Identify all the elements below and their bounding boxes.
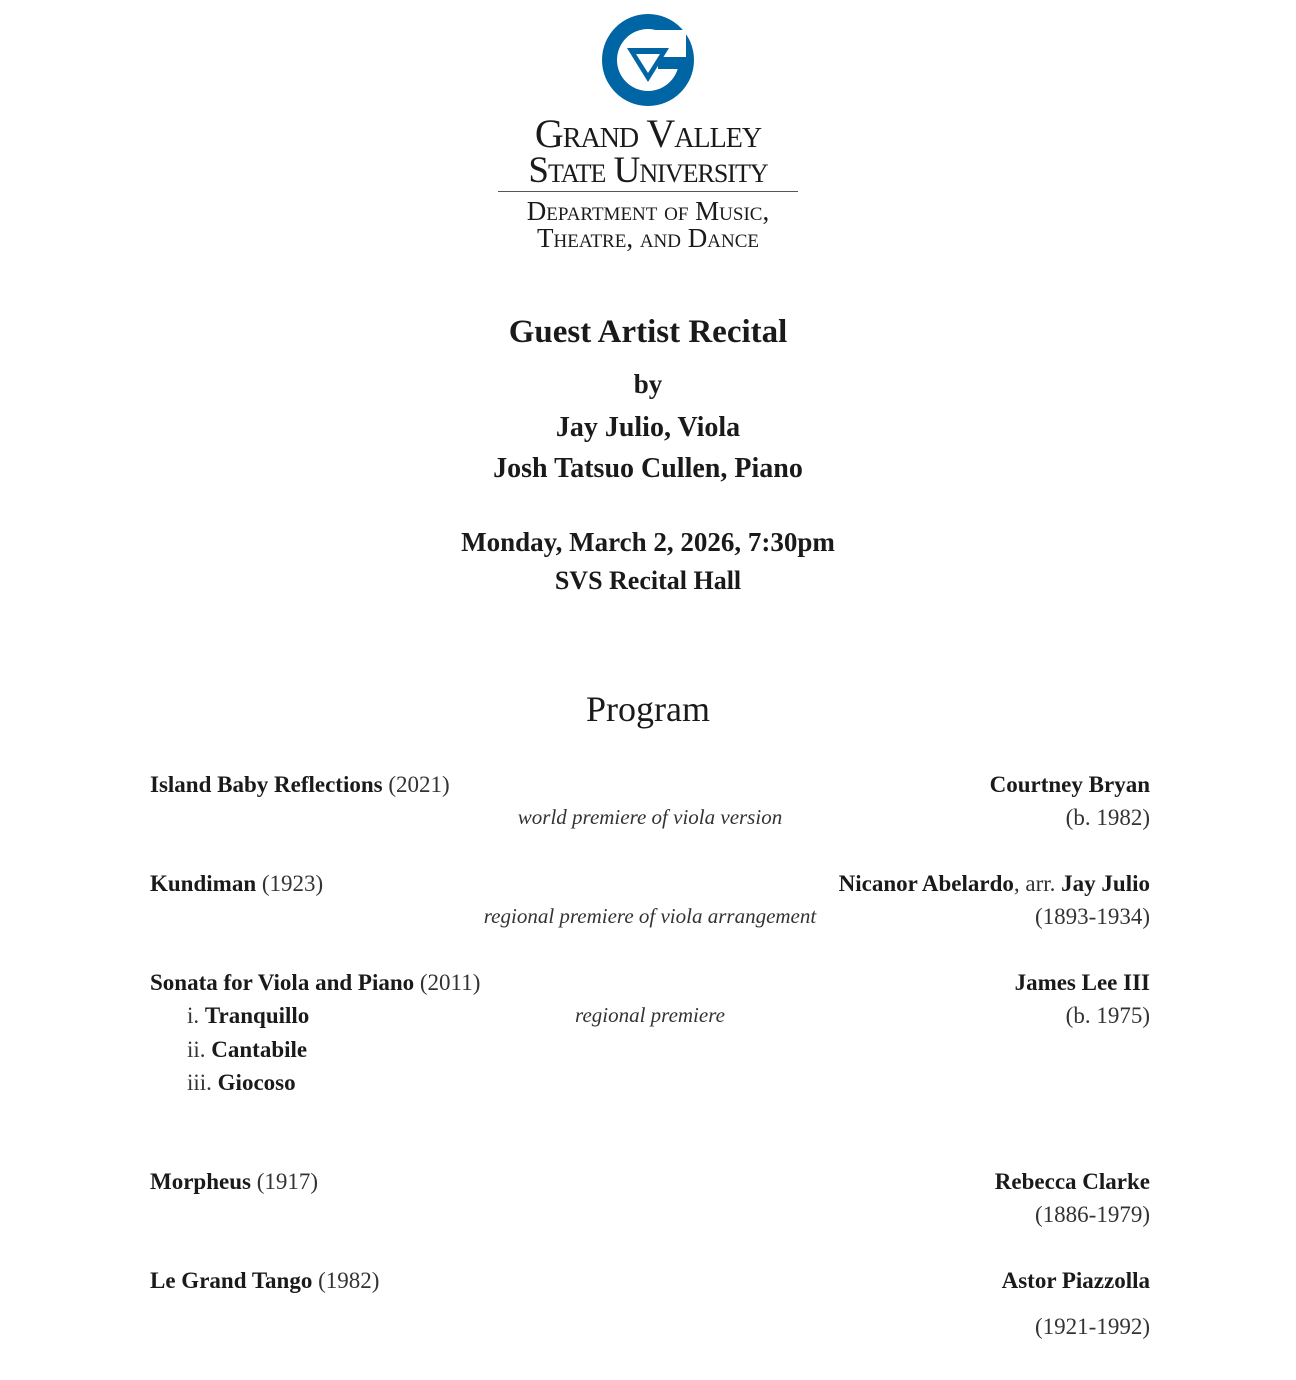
composer-dates: (b. 1975) (1065, 1003, 1150, 1028)
performer-viola: Jay Julio, Viola (555, 412, 741, 443)
composer-name: James Lee III (1014, 970, 1150, 995)
piece-note: regional premiere of viola arrangement (483, 904, 817, 928)
university-logo (0, 12, 1296, 252)
event-venue: SVS Recital Hall (554, 566, 742, 595)
movement-item (187, 1070, 296, 1096)
arranger-label: , arr. (1013, 871, 1056, 896)
arranger-name: Jay Julio (1061, 871, 1150, 896)
movement-number: ii. (187, 1037, 206, 1062)
by-label: by (633, 369, 663, 399)
performer-piano: Josh Tatsuo Cullen, Piano (493, 453, 803, 484)
composer-dates: (1893-1934) (1035, 904, 1150, 929)
gvsu-emblem-icon (600, 12, 696, 108)
movement-number: i. (187, 1003, 200, 1028)
event-date: Monday, March 2, 2026, 7:30pm (461, 527, 835, 557)
piece-year: (1923) (261, 871, 324, 896)
piece-year: (1982) (318, 1268, 380, 1293)
program-piece (150, 1169, 1150, 1239)
logo-divider (498, 191, 798, 192)
logo-university-name: Grand Valley (534, 111, 762, 156)
logo-department-line1: Department of Music, (526, 196, 770, 226)
program-piece (150, 772, 1150, 842)
movement-name: Cantabile (211, 1037, 308, 1062)
movement-name: Tranquillo (204, 1003, 310, 1028)
program-piece (150, 1268, 1150, 1348)
movement-item (187, 1003, 309, 1029)
piece-title: Morpheus (150, 1169, 251, 1194)
composer-dates: (b. 1982) (1065, 805, 1150, 830)
piece-year: (2021) (388, 772, 450, 797)
program-piece (150, 871, 1150, 941)
piece-year: (2011) (419, 970, 481, 995)
composer-dates: (1886-1979) (1035, 1202, 1150, 1227)
program-heading: Program (586, 689, 710, 729)
movement-item (187, 1037, 307, 1063)
piece-title: Sonata for Viola and Piano (150, 970, 415, 995)
piece-note: regional premiere (575, 1003, 725, 1027)
composer-name: Courtney Bryan (989, 772, 1150, 797)
composer-name: Nicanor Abelardo (838, 871, 1014, 896)
piece-year: (1917) (256, 1169, 319, 1194)
logo-department-line2: Theatre, and Dance (537, 223, 759, 253)
recital-title: Guest Artist Recital (508, 314, 788, 350)
composer-dates: (1921-1992) (1035, 1314, 1150, 1339)
piece-title: Kundiman (150, 871, 257, 896)
composer-name: Astor Piazzolla (1001, 1268, 1150, 1293)
movement-name: Giocoso (217, 1070, 296, 1095)
program-piece (150, 970, 1150, 1110)
composer-name: Rebecca Clarke (994, 1169, 1150, 1194)
piece-title: Le Grand Tango (150, 1268, 313, 1293)
movement-number: iii. (187, 1070, 212, 1095)
piece-title: Island Baby Reflections (150, 772, 383, 797)
piece-note: world premiere of viola version (517, 805, 783, 829)
logo-university-subname: State University (528, 150, 768, 191)
